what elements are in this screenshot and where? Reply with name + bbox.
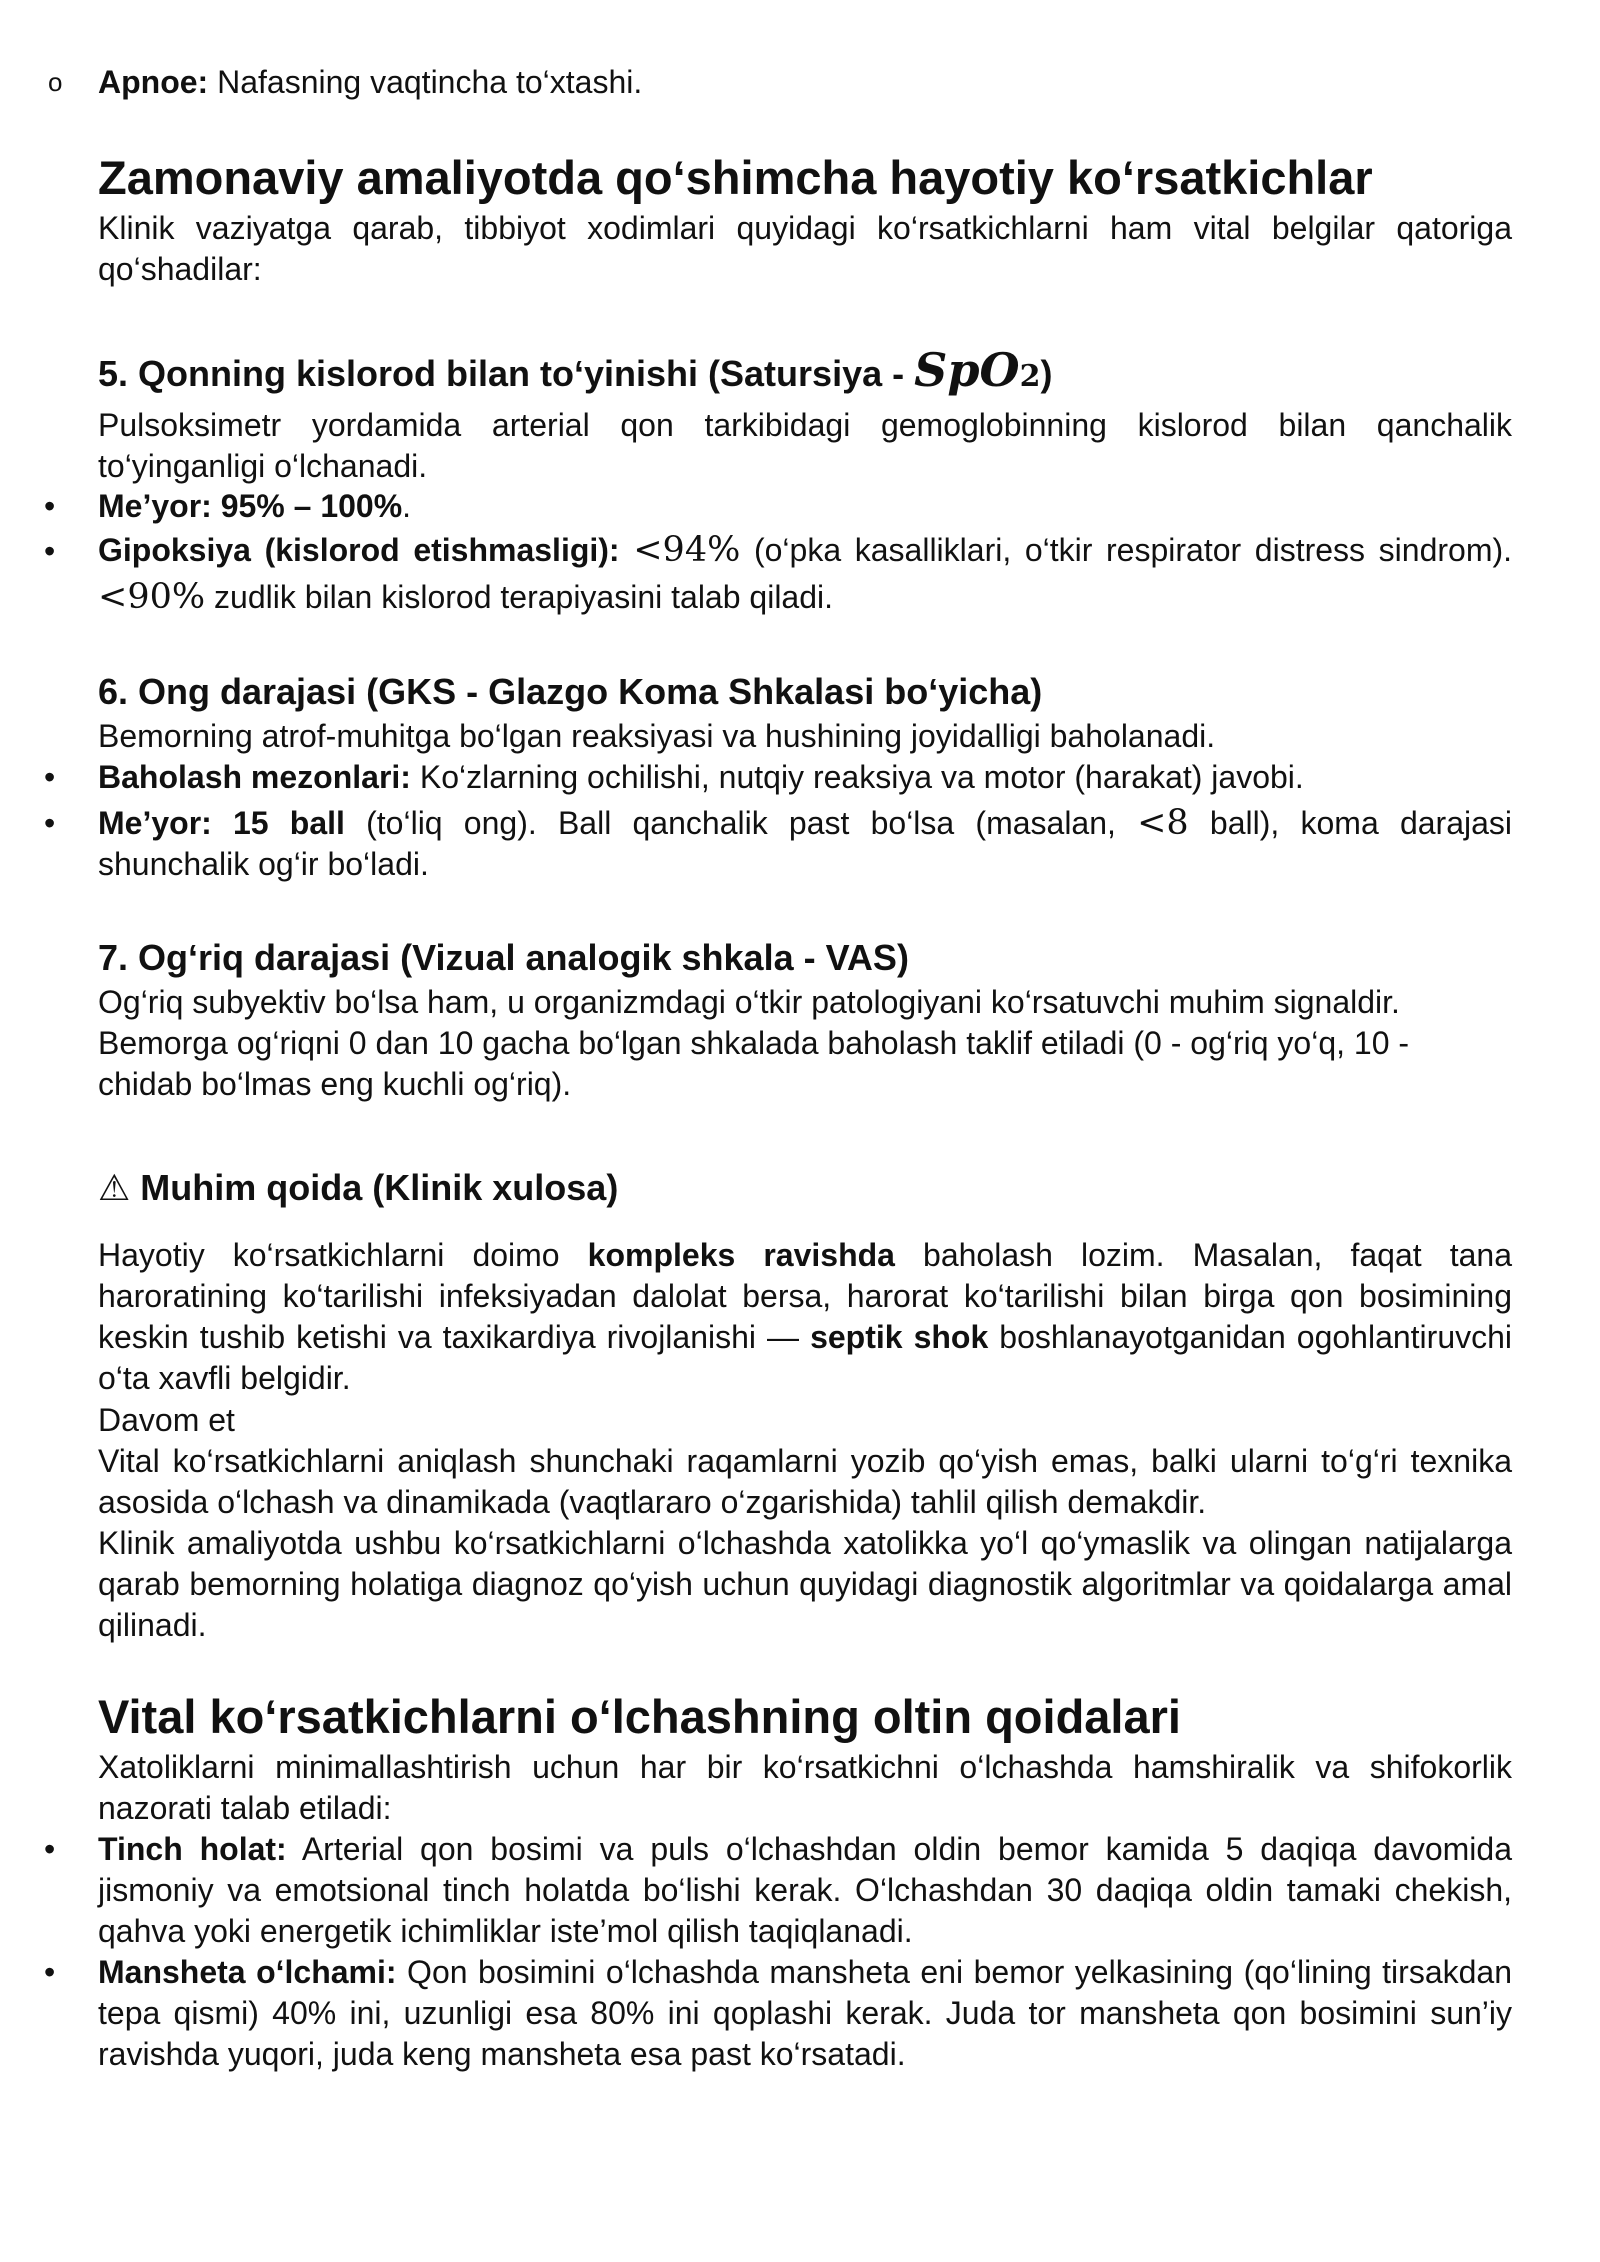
spo2-hypoxia-label: Gipoksiya (kislorod etishmasligi): (98, 532, 620, 568)
continue-text: Davom et (98, 1402, 235, 1438)
rule-paragraph-2: Vital ko‘rsatkichlarni aniqlash shunchaki raqamlarni yozib qo‘yish emas, balki ularni to‘g‘ri texnika asosida o‘lchash va dinamikada (vaqtlararo o‘zgarishida) tahlil qilish demakdir. (98, 1443, 1512, 1520)
spo2-norm-end: . (402, 488, 412, 524)
spo2-title-end: ) (1040, 353, 1053, 394)
rule-text-a: Hayotiy ko‘rsatkichlarni doimo (98, 1237, 588, 1273)
gcs-norm-item (98, 803, 1512, 885)
bullet-icon: • (44, 488, 56, 524)
rule-paragraph-1 (98, 1235, 1512, 1399)
section-title-golden-rules: Vital ko‘rsatkichlarni o‘lchashning oltin qoidalari (98, 1690, 1181, 1743)
section-title-extra-vitals: Zamonaviy amaliyotda qo‘shimcha hayotiy ko‘rsatkichlar (98, 151, 1373, 204)
spo2-hypoxia-text-2: zudlik bilan kislorod terapiyasini talab qiladi. (205, 579, 834, 615)
spo2-hypoxia-value-1: <94% (633, 530, 741, 570)
gcs-norm-value: <8 (1137, 803, 1189, 843)
section-intro-extra-vitals: Klinik vaziyatga qarab, tibbiyot xodimlari quyidagi ko‘rsatkichlarni ham vital belgilar qatoriga qo‘shadilar: (98, 210, 1512, 287)
golden-cuff-text: Qon bosimini o‘lchashda mansheta eni bemor yelkasining (qo‘lining tirsakdan tepa qismi) 40% ini, uzunligi esa 80% ini qoplashi kerak. Juda tor mansheta qon bosimini sun’iy ravishda yuqori, juda keng mansheta esa past ko‘rsatadi. (98, 1954, 1513, 2072)
apnoe-item (98, 62, 1512, 103)
rule-bold-septic-shock: septik shok (810, 1319, 989, 1355)
bullet-icon: • (44, 533, 56, 569)
rule-heading (98, 1166, 1512, 1210)
golden-rest-label: Tinch holat: (98, 1831, 287, 1867)
spo2-formula: SpO (914, 343, 1020, 397)
rule-text-c: baholash lozim. Masalan, faqat tana haroratining ko‘tarilishi infeksiyadan dalolat bersa, harorat ko‘tarilishi bilan birga qon bosimining keskin tushib ketishi va taxikardiya rivojlanishi — (98, 1237, 1513, 1355)
gcs-description: Bemorning atrof-muhitga bo‘lgan reaksiyasi va hushining joyidalligi baholanadi. (98, 718, 1216, 754)
spo2-heading (98, 343, 1512, 399)
bullet-icon: • (44, 805, 56, 841)
spo2-hypoxia-value-2: <90% (98, 577, 206, 617)
rule-title: Muhim qoida (Klinik xulosa) (130, 1167, 619, 1208)
golden-rest-item (98, 1829, 1512, 1952)
vas-description: Og‘riq subyektiv bo‘lsa ham, u organizmdagi o‘tkir patologiyani ko‘rsatuvchi muhim signaldir. Bemorga og‘riqni 0 dan 10 gacha bo‘lgan shkalada baholash taklif etiladi (0 - og‘riq yo‘q, 10 - chidab bo‘lmas eng kuchli og‘riq). (98, 984, 1410, 1102)
circle-bullet-icon: o (48, 67, 63, 97)
rule-text-e: boshlanayotganidan ogohlantiruvchi o‘ta xavfli belgidir. (98, 1319, 1513, 1396)
gcs-criteria-text: Ko‘zlarning ochilishi, nutqiy reaksiya va motor (harakat) javobi. (410, 759, 1304, 795)
spo2-hypoxia-item (98, 527, 1512, 621)
golden-cuff-label: Mansheta o‘lchami: (98, 1954, 397, 1990)
spo2-hypoxia-text-1: (o‘pka kasalliklari, o‘tkir respirator distress sindrom). (740, 532, 1513, 568)
bullet-icon: • (44, 1954, 56, 1990)
rule-paragraph-3: Klinik amaliyotda ushbu ko‘rsatkichlarni o‘lchashda xatolikka yo‘l qo‘ymaslik va olingan natijalarga qarab bemorning holatiga diagnoz qo‘yish uchun quyidagi diagnostik algoritmlar va qoidalarga amal qilinadi. (98, 1525, 1512, 1643)
golden-rest-text: Arterial qon bosimi va puls o‘lchashdan oldin bemor kamida 5 daqiqa davomida jismoniy va emotsional tinch holatda bo‘lishi kerak. O‘lchashdan 30 daqiqa oldin tamaki chekish, qahva yoki energetik ichimliklar iste’mol qilish taqiqlanadi. (98, 1831, 1513, 1949)
spo2-norm-label: Me’yor: 95% – 100% (98, 488, 403, 524)
gcs-criteria-item (98, 757, 1512, 798)
bullet-icon: • (44, 759, 56, 795)
spo2-norm-item (98, 486, 1512, 527)
vas-heading: 7. Og‘riq darajasi (Vizual analogik shkala - VAS) (98, 937, 909, 978)
rule-bold-complex: kompleks ravishda (587, 1237, 895, 1273)
apnoe-text: Nafasning vaqtincha to‘xtashi. (208, 64, 643, 100)
gcs-norm-text-1: (to‘liq ong). Ball qanchalik past bo‘lsa (masalan, (344, 805, 1138, 841)
spo2-subscript: 2 (1019, 359, 1041, 394)
golden-cuff-item (98, 1952, 1512, 2075)
apnoe-label: Apnoe: (98, 64, 209, 100)
gcs-heading: 6. Ong darajasi (GKS - Glazgo Koma Shkalasi bo‘yicha) (98, 671, 1043, 712)
gcs-criteria-label: Baholash mezonlari: (98, 759, 411, 795)
spo2-title-start: 5. Qonning kislorod bilan to‘yinishi (Satursiya - (98, 353, 915, 394)
golden-intro: Xatoliklarni minimallashtirish uchun har bir ko‘rsatkichni o‘lchashda hamshiralik va shifokorlik nazorati talab etiladi: (98, 1749, 1512, 1826)
gcs-norm-label: Me’yor: 15 ball (98, 805, 345, 841)
warning-icon: ⚠ (98, 1167, 131, 1208)
spo2-description: Pulsoksimetr yordamida arterial qon tarkibidagi gemoglobinning kislorod bilan qanchalik to‘yinganligi o‘lchanadi. (98, 407, 1512, 484)
gcs-norm-text-2: ball), koma darajasi shunchalik og‘ir bo‘ladi. (98, 805, 1512, 882)
bullet-icon: • (44, 1831, 56, 1867)
